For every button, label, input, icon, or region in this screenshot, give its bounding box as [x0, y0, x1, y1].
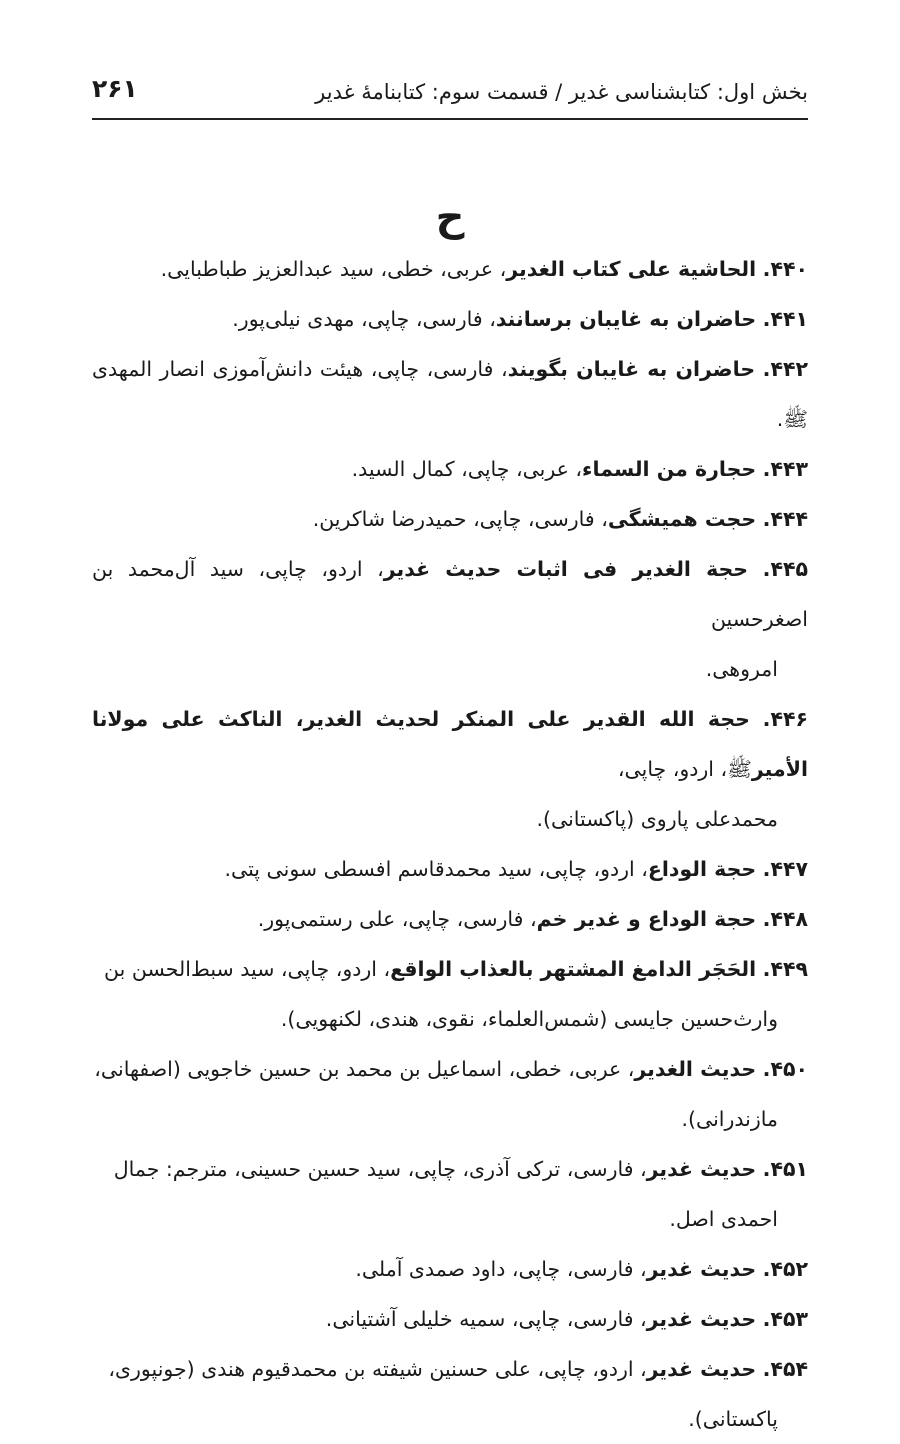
entry-details: ، فارسی، چاپی، داود صمدی آملی.	[355, 1257, 647, 1281]
entry-title: حجة الوداع و غدیر خم	[536, 907, 757, 931]
entry-title: الحاشیة علی کتاب الغدیر	[506, 257, 757, 281]
entry-title: حدیث غدیر	[646, 1157, 757, 1181]
section-letter: ح	[435, 194, 465, 240]
header-rule	[92, 118, 808, 120]
entry-number: ۴۵۰.	[762, 1057, 808, 1081]
bibliography-entry	[92, 294, 808, 344]
entry-title: حدیث غدیر	[646, 1357, 757, 1381]
entry-title: حجة الله القدیر علی المنکر لحدیث الغدیر، الناکث علی مولانا الأمیر	[92, 707, 808, 781]
entry-title: الحَجَر الدامغ المشتهر بالعذاب الواقع	[390, 957, 757, 981]
entry-number: ۴۴۶.	[762, 707, 808, 731]
entry-number: ۴۴۰.	[762, 257, 808, 281]
entry-number: ۴۴۳.	[762, 457, 808, 481]
page-header	[92, 72, 808, 116]
entry-details: ، اردو، چاپی، سید محمدقاسم افسطی سونی پتی.	[224, 857, 648, 881]
entry-title: حجة الغدیر فی اثبات حدیث غدیر	[383, 557, 749, 581]
running-title: بخش اول: کتابشناسی غدیر / قسمت سوم: کتابنامۀ غدیر	[315, 80, 808, 104]
entry-number: ۴۵۴.	[762, 1357, 808, 1381]
entry-title: حدیث غدیر	[646, 1257, 757, 1281]
bibliography-entry	[92, 944, 808, 1044]
bibliography-entry	[92, 1244, 808, 1294]
bibliography-entry	[92, 1144, 808, 1244]
page-number: ۲۶۱	[92, 74, 138, 103]
entry-continuation: احمدی اصل.	[669, 1207, 778, 1231]
entry-details: ﷺ، اردو، چاپی،	[617, 757, 752, 781]
entry-continuation: محمدعلی پاروی (پاکستانی).	[536, 807, 778, 831]
entry-title: حدیث غدیر	[646, 1307, 757, 1331]
entry-details: ، اردو، چاپی، سید سبط‌الحسن بن	[104, 957, 391, 981]
entry-number: ۴۴۹.	[762, 957, 808, 981]
bibliography-list	[92, 244, 808, 1444]
entry-number: ۴۵۳.	[762, 1307, 808, 1331]
bibliography-entry	[92, 1044, 808, 1144]
entry-number: ۴۵۲.	[762, 1257, 808, 1281]
entry-continuation: مازندرانی).	[681, 1107, 778, 1131]
entry-continuation: وارث‌حسین جایسی (شمس‌العلماء، نقوی، هندی، لکنهویی).	[280, 1007, 778, 1031]
entry-title: حاضران به غایبان برسانند	[495, 307, 757, 331]
bibliography-entry	[92, 344, 808, 444]
entry-number: ۴۴۴.	[762, 507, 808, 531]
entry-details: ، عربی، چاپی، کمال السید.	[351, 457, 583, 481]
entry-number: ۴۴۲.	[762, 357, 808, 381]
entry-title: حجة الوداع	[647, 857, 757, 881]
entry-details: ، عربی، خطی، اسماعیل بن محمد بن حسین خاجویی (اصفهانی،	[94, 1057, 635, 1081]
entry-number: ۴۴۸.	[762, 907, 808, 931]
entry-details: ، فارسی، چاپی، علی رستمی‌پور.	[257, 907, 537, 931]
bibliography-entry	[92, 894, 808, 944]
entry-title: حجارة من السماء	[582, 457, 757, 481]
entry-number: ۴۴۷.	[762, 857, 808, 881]
bibliography-entry	[92, 844, 808, 894]
entry-title: حجت همیشگی	[607, 507, 757, 531]
bibliography-entry	[92, 494, 808, 544]
bibliography-entry	[92, 694, 808, 844]
bibliography-entry	[92, 544, 808, 694]
entry-details: ، فارسی، چاپی، سمیه خلیلی آشتیانی.	[325, 1307, 647, 1331]
bibliography-entry	[92, 444, 808, 494]
entry-details: ، فارسی، چاپی، هیئت دانش‌آموزی انصار المهدی ﷺ.	[92, 357, 808, 431]
entry-details: ، فارسی، چاپی، حمیدرضا شاکرین.	[312, 507, 608, 531]
entry-number: ۴۴۱.	[762, 307, 808, 331]
entry-number: ۴۴۵.	[762, 557, 808, 581]
bibliography-entry	[92, 1344, 808, 1444]
entry-continuation: امروهی.	[705, 657, 778, 681]
bibliography-entry	[92, 1294, 808, 1344]
entry-continuation: پاکستانی).	[688, 1407, 778, 1431]
entry-details: ، اردو، چاپی، علی حسنین شیفته بن محمدقیوم هندی (جونپوری،	[108, 1357, 647, 1381]
entry-details: ، فارسی، چاپی، مهدی نیلی‌پور.	[232, 307, 496, 331]
entry-details: ، عربی، خطی، سید عبدالعزیز طباطبایی.	[160, 257, 507, 281]
entry-title: حدیث الغدیر	[634, 1057, 757, 1081]
entry-title: حاضران به غایبان بگویند	[507, 357, 756, 381]
entry-details: ، فارسی، ترکی آذری، چاپی، سید حسین حسینی، مترجم: جمال	[113, 1157, 647, 1181]
entry-number: ۴۵۱.	[762, 1157, 808, 1181]
entry-details: ، اردو، چاپی، سید آل‌محمد بن اصغرحسین	[92, 557, 808, 631]
bibliography-entry	[92, 244, 808, 294]
